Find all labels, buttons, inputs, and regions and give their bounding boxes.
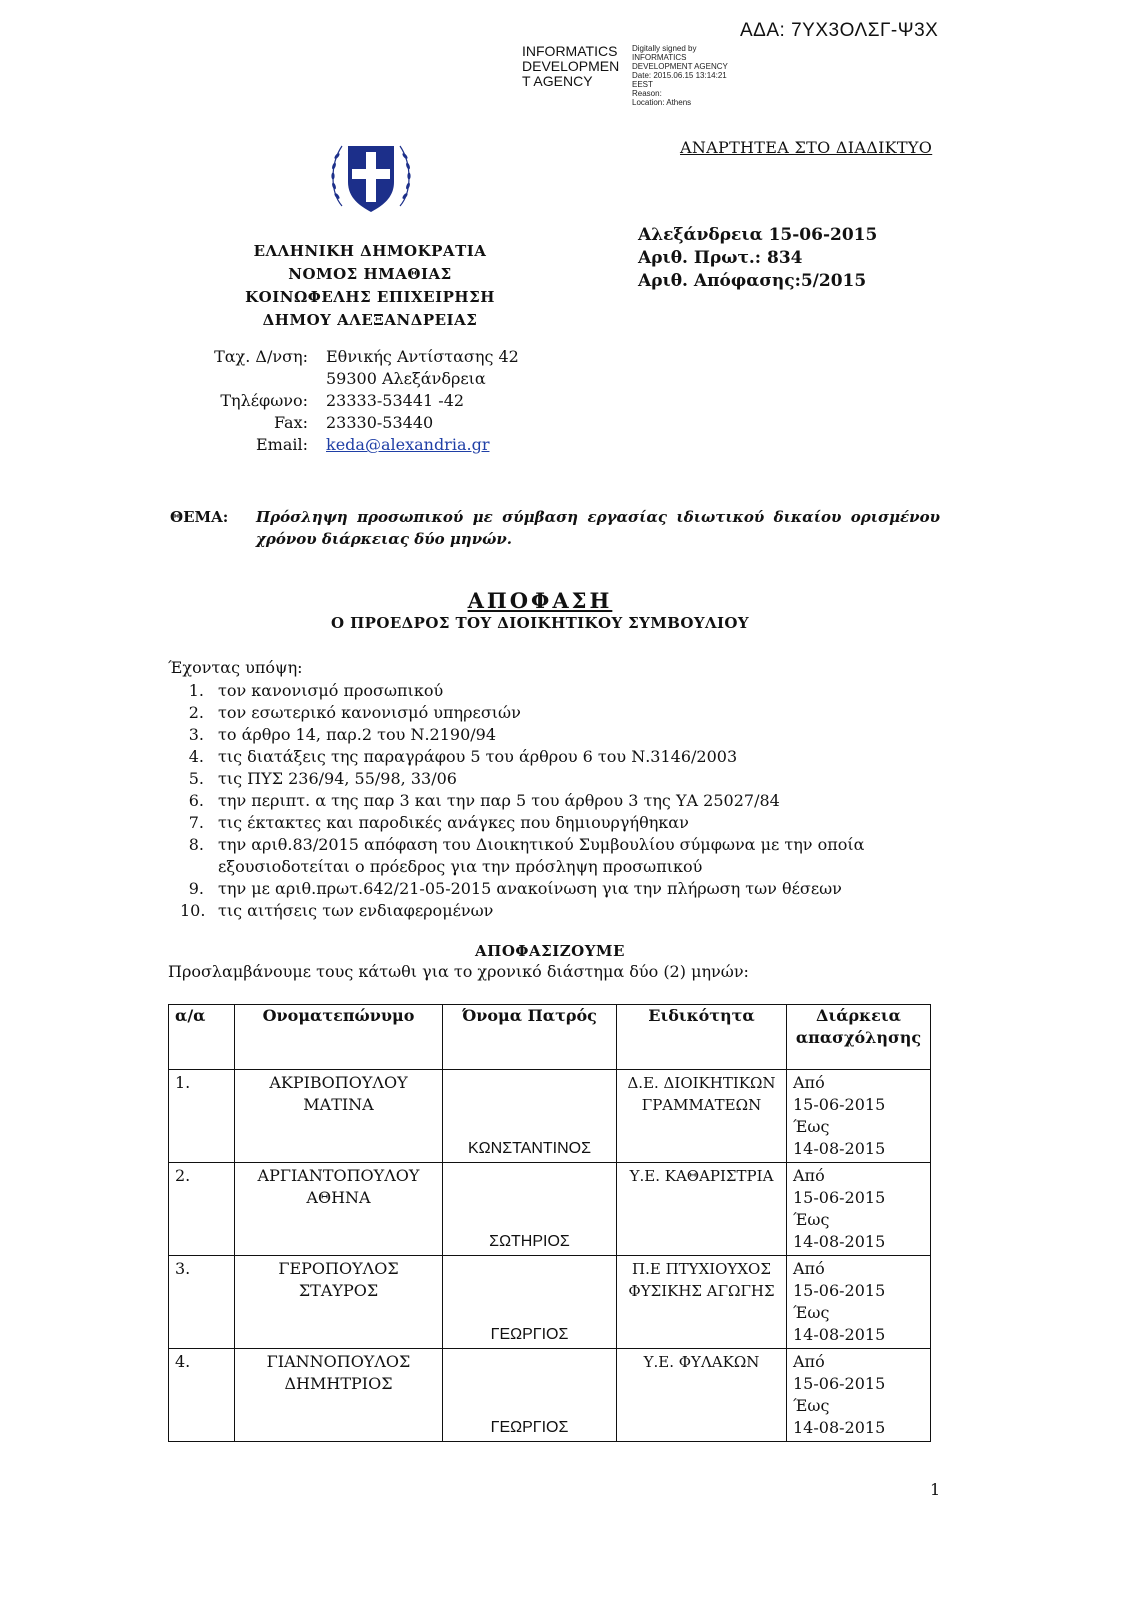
list-item-text: το άρθρο 14, παρ.2 του Ν.2190/94 <box>218 725 496 744</box>
reference-block <box>638 224 877 293</box>
list-item <box>180 812 940 834</box>
list-item-number: 5. <box>188 769 204 788</box>
from-label: Από <box>793 1352 825 1371</box>
contact-block <box>180 346 519 456</box>
organization-header <box>228 240 512 332</box>
list-item-text: την με αριθ.πρωτ.642/21-05-2015 ανακοίνωση για την πλήρωση των θέσεων <box>218 879 842 898</box>
protocol-number: Αριθ. Πρωτ.: 834 <box>638 248 803 268</box>
org-line: ΝΟΜΟΣ ΗΜΑΘΙΑΣ <box>288 265 452 283</box>
from-date: 15-06-2015 <box>793 1281 886 1300</box>
to-date: 14-08-2015 <box>793 1139 886 1158</box>
to-label: Έως <box>793 1117 830 1136</box>
contact-value: 23333-53441 -42 <box>326 391 465 410</box>
contact-value: Εθνικής Αντίστασης 42 <box>326 347 519 366</box>
place-date: Αλεξάνδρεια 15-06-2015 <box>638 225 878 245</box>
list-item-text: τις διατάξεις της παραγράφου 5 του άρθρου 6 του Ν.3146/2003 <box>218 747 738 766</box>
from-date: 15-06-2015 <box>793 1374 886 1393</box>
full-name: ΑΡΓΙΑΝΤΟΠΟΥΛΟΥ ΑΘΗΝΑ <box>235 1163 443 1256</box>
contact-row <box>180 434 519 456</box>
org-line: ΕΛΛΗΝΙΚΗ ΔΗΜΟΚΡΑΤΙΑ <box>253 242 487 260</box>
list-item-number: 2. <box>188 703 204 722</box>
list-item-number: 1. <box>188 681 204 700</box>
list-item-text: τον εσωτερικό κανονισμό υπηρεσιών <box>218 703 521 722</box>
email-link[interactable]: keda@alexandria.gr <box>326 435 490 454</box>
subject-text: Πρόσληψη προσωπικού με σύμβαση εργασίας ιδιωτικού δικαίου ορισμένου χρόνου διάρκειας δύο μηνών. <box>256 508 940 548</box>
list-item <box>180 702 940 724</box>
decision-subtitle: Ο ΠΡΟΕΔΡΟΣ ΤΟΥ ΔΙΟΙΚΗΤΙΚΟΥ ΣΥΜΒΟΥΛΙΟΥ <box>331 614 749 632</box>
contact-label: Ταχ. Δ/νση: <box>214 347 308 366</box>
row-number: 1. <box>169 1070 235 1163</box>
row-number: 3. <box>169 1256 235 1349</box>
row-number: 4. <box>169 1349 235 1442</box>
column-header: α/α <box>169 1005 235 1070</box>
list-item-text: την περιπτ. α της παρ 3 και την παρ 5 του άρθρου 3 της ΥΑ 25027/84 <box>218 791 780 810</box>
signature-detail-line: INFORMATICS <box>632 53 687 62</box>
father-name: ΣΩΤΗΡΙΟΣ <box>443 1163 617 1256</box>
signature-detail-line: EEST <box>632 80 653 89</box>
list-item <box>180 900 940 922</box>
decision-title: ΑΠΟΦΑΣΗ <box>467 588 613 613</box>
list-item-number: 8. <box>188 835 204 854</box>
subject-block <box>170 506 940 550</box>
to-date: 14-08-2015 <box>793 1418 886 1437</box>
from-label: Από <box>793 1073 825 1092</box>
table-row <box>169 1070 931 1163</box>
list-item <box>180 746 940 768</box>
list-item-text: τις έκτακτες και παροδικές ανάγκες που δημιουργήθηκαν <box>218 813 689 832</box>
ada-code: ΑΔΑ: 7ΥΧ3ΟΛΣΓ-Ψ3Χ <box>740 20 939 41</box>
specialty: Δ.Ε. ΔΙΟΙΚΗΤΙΚΩΝ ΓΡΑΜΜΑΤΕΩΝ <box>617 1070 787 1163</box>
table-row <box>169 1163 931 1256</box>
list-item-number: 7. <box>188 813 204 832</box>
org-line: ΔΗΜΟΥ ΑΛΕΞΑΝΔΡΕΙΑΣ <box>262 311 478 329</box>
publish-online-note: ΑΝΑΡΤΗΤΕΑ ΣΤΟ ΔΙΑΔΙΚΤΥΟ <box>680 138 933 157</box>
considerations-list <box>180 680 940 922</box>
contact-row <box>180 412 519 434</box>
contact-label: Fax: <box>274 413 308 432</box>
signature-detail-line: Date: 2015.06.15 13:14:21 <box>632 71 727 80</box>
contact-label: Τηλέφωνο: <box>220 391 308 410</box>
column-header: Διάρκεια απασχόλησης <box>787 1005 931 1070</box>
specialty: Υ.Ε. ΦΥΛΑΚΩΝ <box>617 1349 787 1442</box>
contact-row <box>180 368 519 390</box>
father-name: ΓΕΩΡΓΙΟΣ <box>443 1256 617 1349</box>
contact-label: Email: <box>255 435 308 454</box>
to-date: 14-08-2015 <box>793 1232 886 1251</box>
duration <box>787 1070 931 1163</box>
full-name: ΓΙΑΝΝΟΠΟΥΛΟΣ ΔΗΜΗΤΡΙΟΣ <box>235 1349 443 1442</box>
list-item <box>180 790 940 812</box>
page-number: 1 <box>930 1480 941 1499</box>
table-row <box>169 1349 931 1442</box>
considering-heading: Έχοντας υπόψη: <box>168 658 303 677</box>
duration <box>787 1163 931 1256</box>
column-header: Ονοματεπώνυμο <box>235 1005 443 1070</box>
list-item-text: τον κανονισμό προσωπικού <box>218 681 444 700</box>
contact-value: 23330-53440 <box>326 413 434 432</box>
org-line: ΚΟΙΝΩΦΕΛΗΣ ΕΠΙΧΕΙΡΗΣΗ <box>245 288 495 306</box>
father-name: ΓΕΩΡΓΙΟΣ <box>443 1349 617 1442</box>
list-item-number: 10. <box>180 901 206 920</box>
contact-row <box>180 390 519 412</box>
specialty: Υ.Ε. ΚΑΘΑΡΙΣΤΡΙΑ <box>617 1163 787 1256</box>
father-name: ΚΩΝΣΤΑΝΤΙΝΟΣ <box>443 1070 617 1163</box>
list-item-text: την αριθ.83/2015 απόφαση του Διοικητικού Συμβουλίου σύμφωνα με την οποία εξουσιοδοτείται ο πρόεδρος για την πρόσληψη προσωπικού <box>218 835 865 876</box>
duration <box>787 1349 931 1442</box>
column-header: Ειδικότητα <box>617 1005 787 1070</box>
greek-coat-of-arms-icon <box>328 136 414 218</box>
list-item <box>180 680 940 702</box>
list-item-text: τις αιτήσεις των ενδιαφερομένων <box>218 901 494 920</box>
list-item <box>180 724 940 746</box>
list-item-number: 3. <box>188 725 204 744</box>
list-item <box>180 834 940 878</box>
we-decide-heading: ΑΠΟΦΑΣΙΖΟΥΜΕ <box>475 942 625 960</box>
signature-detail-line: DEVELOPMENT AGENCY <box>632 62 728 71</box>
list-item-text: τις ΠΥΣ 236/94, 55/98, 33/06 <box>218 769 457 788</box>
from-label: Από <box>793 1259 825 1278</box>
from-date: 15-06-2015 <box>793 1188 886 1207</box>
list-item-number: 9. <box>188 879 204 898</box>
to-label: Έως <box>793 1210 830 1229</box>
table-header-row <box>169 1005 931 1070</box>
signature-org-line: DEVELOPMEN <box>522 58 620 74</box>
to-date: 14-08-2015 <box>793 1325 886 1344</box>
hires-table <box>168 1004 931 1442</box>
column-header: Όνομα Πατρός <box>443 1005 617 1070</box>
signature-detail-line: Location: Athens <box>632 98 692 107</box>
specialty: Π.Ε ΠΤΥΧΙΟΥΧΟΣ ΦΥΣΙΚΗΣ ΑΓΩΓΗΣ <box>617 1256 787 1349</box>
to-label: Έως <box>793 1303 830 1322</box>
signature-detail-line: Digitally signed by <box>632 44 697 53</box>
row-number: 2. <box>169 1163 235 1256</box>
list-item-number: 6. <box>188 791 204 810</box>
hiring-intro: Προσλαμβάνουμε τους κάτωθι για το χρονικό διάστημα δύο (2) μηνών: <box>168 962 749 981</box>
list-item <box>180 878 940 900</box>
contact-value: 59300 Αλεξάνδρεια <box>326 369 486 388</box>
list-item-number: 4. <box>188 747 204 766</box>
list-item <box>180 768 940 790</box>
contact-row <box>180 346 519 368</box>
signature-org-line: INFORMATICS <box>522 43 618 59</box>
subject-label: ΘΕΜΑ: <box>170 508 229 526</box>
signature-details <box>632 44 762 107</box>
signature-detail-line: Reason: <box>632 89 662 98</box>
signature-org-line: T AGENCY <box>522 73 593 89</box>
from-date: 15-06-2015 <box>793 1095 886 1114</box>
from-label: Από <box>793 1166 825 1185</box>
full-name: ΑΚΡΙΒΟΠΟΥΛΟΥ ΜΑΤΙΝΑ <box>235 1070 443 1163</box>
to-label: Έως <box>793 1396 830 1415</box>
full-name: ΓΕΡΟΠΟΥΛΟΣ ΣΤΑΥΡΟΣ <box>235 1256 443 1349</box>
signature-org <box>522 44 632 89</box>
table-row <box>169 1256 931 1349</box>
duration <box>787 1256 931 1349</box>
decision-number: Αριθ. Απόφασης:5/2015 <box>638 271 867 291</box>
